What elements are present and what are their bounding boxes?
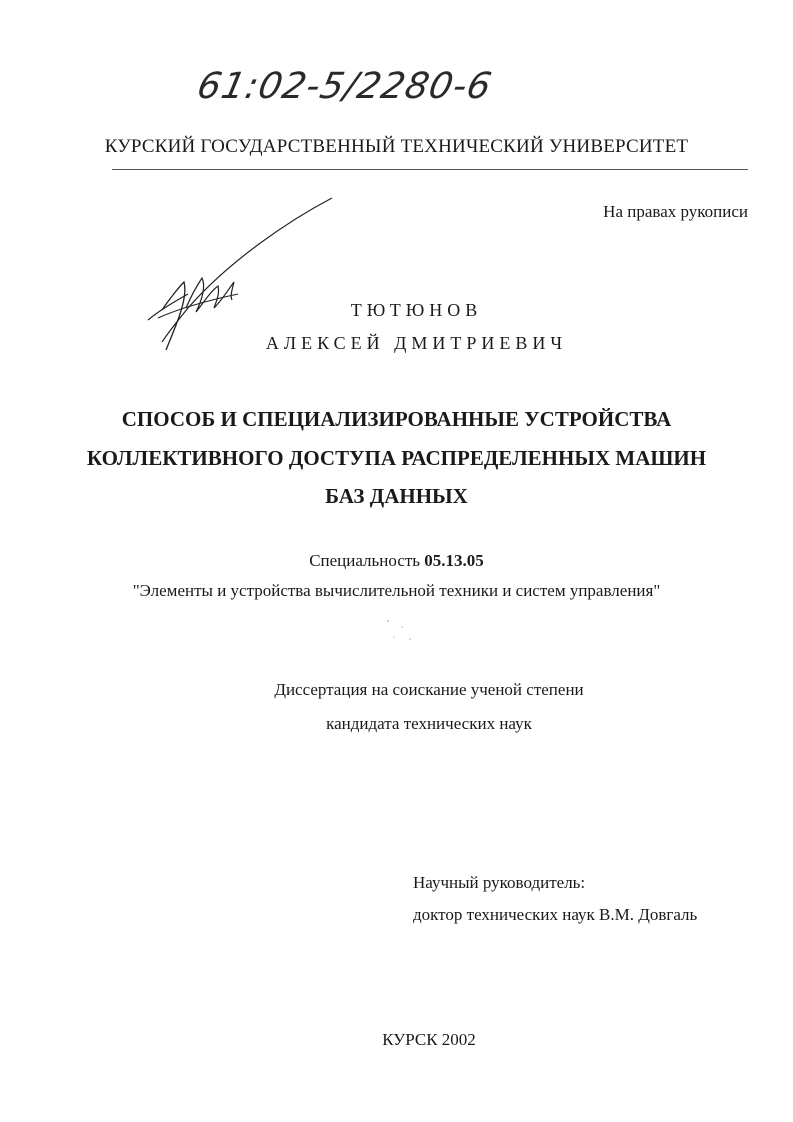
header-divider	[112, 169, 748, 170]
scan-specks	[380, 615, 420, 645]
university-name: КУРСКИЙ ГОСУДАРСТВЕННЫЙ ТЕХНИЧЕСКИЙ УНИВЕРСИТЕТ	[104, 136, 689, 157]
degree-line-1: Диссертация на соискание ученой степени	[274, 680, 584, 699]
degree-line-2: кандидата технических наук	[326, 714, 532, 733]
advisor-label: Научный руководитель:	[413, 873, 586, 892]
manuscript-note: На правах рукописи	[603, 202, 748, 221]
archive-code-handwritten: 61:02-5/2280-6	[193, 66, 496, 107]
specialty-name: "Элементы и устройства вычислительной техники и систем управления"	[132, 581, 661, 600]
author-first-patronymic: АЛЕКСЕЙ ДМИТРИЕВИЧ	[265, 333, 568, 353]
dissertation-title-line-1: СПОСОБ И СПЕЦИАЛИЗИРОВАННЫЕ УСТРОЙСТВА	[121, 407, 672, 431]
specialty-code: 05.13.05	[424, 551, 484, 570]
city-year: КУРСК 2002	[382, 1030, 476, 1049]
dissertation-title-line-2: КОЛЛЕКТИВНОГО ДОСТУПА РАСПРЕДЕЛЕННЫХ МАШИН	[86, 446, 707, 470]
specialty-line	[0, 551, 793, 571]
advisor-name: доктор технических наук В.М. Довгаль	[413, 905, 698, 924]
specialty-label: Специальность	[309, 551, 421, 570]
author-surname: ТЮТЮНОВ	[350, 300, 483, 320]
dissertation-title-line-3: БАЗ ДАННЫХ	[325, 484, 468, 508]
